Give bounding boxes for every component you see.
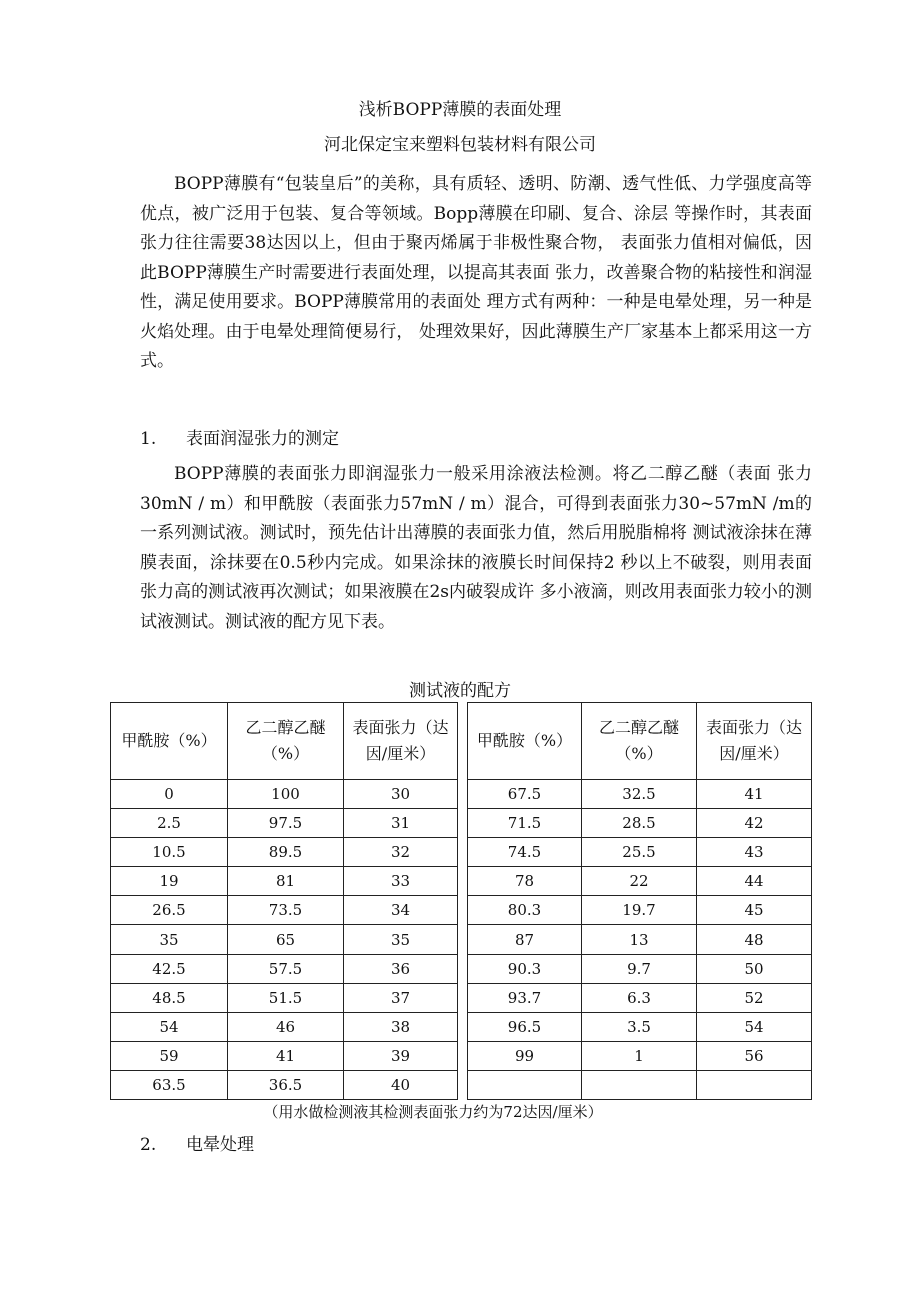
table-cell: 35	[111, 925, 228, 954]
table-cell: 71.5	[468, 809, 582, 838]
table-header-row	[111, 703, 458, 780]
table-row	[468, 838, 812, 867]
table-row	[111, 867, 458, 896]
table-cell: 42.5	[111, 954, 228, 983]
table-cell: 63.5	[111, 1070, 228, 1099]
table-cell: 10.5	[111, 838, 228, 867]
table-cell: 87	[468, 925, 582, 954]
table-cell: 38	[344, 1012, 458, 1041]
table-row	[111, 1012, 458, 1041]
table-cell: 99	[468, 1041, 582, 1070]
section-number: 1.	[140, 429, 157, 449]
table-row	[468, 780, 812, 809]
company-name: 河北保定宝来塑料包装材料有限公司	[324, 135, 596, 155]
table-row	[468, 809, 812, 838]
table-cell: 90.3	[468, 954, 582, 983]
formula-table-right	[467, 702, 812, 1100]
table-cell: 57.5	[228, 954, 344, 983]
table-cell: 51.5	[228, 983, 344, 1012]
table-cell: 100	[228, 780, 344, 809]
table-cell: 36.5	[228, 1070, 344, 1099]
table-cell: 40	[344, 1070, 458, 1099]
table-row	[111, 809, 458, 838]
formula-table-left	[110, 702, 458, 1100]
table-header-cell: 甲酰胺（%）	[468, 703, 582, 780]
table-header-cell: 乙二醇乙醚（%）	[228, 703, 344, 780]
section-title: 电晕处理	[186, 1135, 254, 1155]
table-cell: 32.5	[582, 780, 697, 809]
table-cell: 6.3	[582, 983, 697, 1012]
table-cell: 54	[111, 1012, 228, 1041]
table-cell: 2.5	[111, 809, 228, 838]
table-row	[111, 954, 458, 983]
table-cell: 36	[344, 954, 458, 983]
table-cell: 13	[582, 925, 697, 954]
section-number: 2.	[140, 1135, 157, 1155]
table-row	[111, 838, 458, 867]
table-row	[111, 780, 458, 809]
method-paragraph: BOPP薄膜的表面张力即润湿张力一般采用涂液法检测。将乙二醇乙醚（表面 张力30mN / m）和甲酰胺（表面张力57mN / m）混合，可得到表面张力30~57mN /m的一系列测试液。测试时，预先估计出薄膜的表面张力值，然后用脱脂棉将 测试液涂抹在薄膜表面，涂抹要在0.5秒内完成。如果涂抹的液膜长时间保持2 秒以上不破裂，则用表面张力高的测试液再次测试；如果液膜在2s内破裂成许 多小液滴，则改用表面张力较小的测试液测试。测试液的配方见下表。	[140, 464, 812, 632]
section-heading-2	[140, 1133, 254, 1157]
table-cell: 97.5	[228, 809, 344, 838]
section-title: 表面润湿张力的测定	[186, 429, 339, 449]
table-cell: 48.5	[111, 983, 228, 1012]
table-row	[468, 1070, 812, 1099]
table-row	[111, 983, 458, 1012]
table-row	[111, 925, 458, 954]
table-cell: 48	[697, 925, 812, 954]
table-cell: 80.3	[468, 896, 582, 925]
table-cell: 35	[344, 925, 458, 954]
table-cell: 41	[228, 1041, 344, 1070]
table-cell: 9.7	[582, 954, 697, 983]
table-row	[111, 1041, 458, 1070]
table-cell: 44	[697, 867, 812, 896]
table-cell: 19.7	[582, 896, 697, 925]
table-cell: 37	[344, 983, 458, 1012]
table-cell: 42	[697, 809, 812, 838]
table-cell: 1	[582, 1041, 697, 1070]
table-row	[111, 896, 458, 925]
table-cell: 96.5	[468, 1012, 582, 1041]
table-cell: 45	[697, 896, 812, 925]
table-row	[468, 867, 812, 896]
table-cell: 46	[228, 1012, 344, 1041]
table-row	[468, 925, 812, 954]
table-cell: 41	[697, 780, 812, 809]
table-cell: 19	[111, 867, 228, 896]
table-cell: 67.5	[468, 780, 582, 809]
table-header-cell: 甲酰胺（%）	[111, 703, 228, 780]
table-header-row	[468, 703, 812, 780]
table-header-cell: 表面张力（达因/厘米）	[344, 703, 458, 780]
table-cell: 78	[468, 867, 582, 896]
table-cell: 74.5	[468, 838, 582, 867]
table-cell: 26.5	[111, 896, 228, 925]
table-cell: 59	[111, 1041, 228, 1070]
table-cell: 50	[697, 954, 812, 983]
table-cell: 39	[344, 1041, 458, 1070]
table-header-cell: 乙二醇乙醚（%）	[582, 703, 697, 780]
table-cell: 34	[344, 896, 458, 925]
table-header-cell: 表面张力（达因/厘米）	[697, 703, 812, 780]
table-caption: 测试液的配方	[409, 681, 511, 701]
table-row	[468, 896, 812, 925]
table-row	[468, 1012, 812, 1041]
table-cell	[697, 1070, 812, 1099]
intro-paragraph: BOPP薄膜有“包装皇后”的美称，具有质轻、透明、防潮、透气性低、力学强度高等优点，被广泛用于包装、复合等领域。Bopp薄膜在印刷、复合、涂层 等操作时，其表面张力往往需要38达因以上，但由于聚丙烯属于非极性聚合物， 表面张力值相对偏低，因此BOPP薄膜生产时需要进行表面处理，以提高其表面 张力，改善聚合物的粘接性和润湿性，满足使用要求。BOPP薄膜常用的表面处 理方式有两种：一种是电晕处理，另一种是火焰处理。由于电晕处理简便易行， 处理效果好，因此薄膜生产厂家基本上都采用这一方式。	[140, 174, 812, 371]
table-cell: 43	[697, 838, 812, 867]
table-cell	[582, 1070, 697, 1099]
table-cell: 56	[697, 1041, 812, 1070]
table-cell: 81	[228, 867, 344, 896]
table-note: （用水做检测液其检测表面张力约为72达因/厘米）	[263, 1103, 603, 1121]
table-cell: 65	[228, 925, 344, 954]
table-cell: 22	[582, 867, 697, 896]
table-cell: 25.5	[582, 838, 697, 867]
table-cell: 52	[697, 983, 812, 1012]
table-cell: 54	[697, 1012, 812, 1041]
table-cell: 31	[344, 809, 458, 838]
table-row	[468, 954, 812, 983]
table-cell: 73.5	[228, 896, 344, 925]
table-row	[468, 983, 812, 1012]
table-row	[468, 1041, 812, 1070]
table-cell: 32	[344, 838, 458, 867]
table-cell	[468, 1070, 582, 1099]
section-heading-1	[140, 427, 339, 451]
table-cell: 93.7	[468, 983, 582, 1012]
table-row	[111, 1070, 458, 1099]
table-cell: 0	[111, 780, 228, 809]
table-cell: 3.5	[582, 1012, 697, 1041]
table-cell: 28.5	[582, 809, 697, 838]
table-cell: 89.5	[228, 838, 344, 867]
table-cell: 30	[344, 780, 458, 809]
document-title: 浅析BOPP薄膜的表面处理	[358, 100, 562, 120]
table-cell: 33	[344, 867, 458, 896]
